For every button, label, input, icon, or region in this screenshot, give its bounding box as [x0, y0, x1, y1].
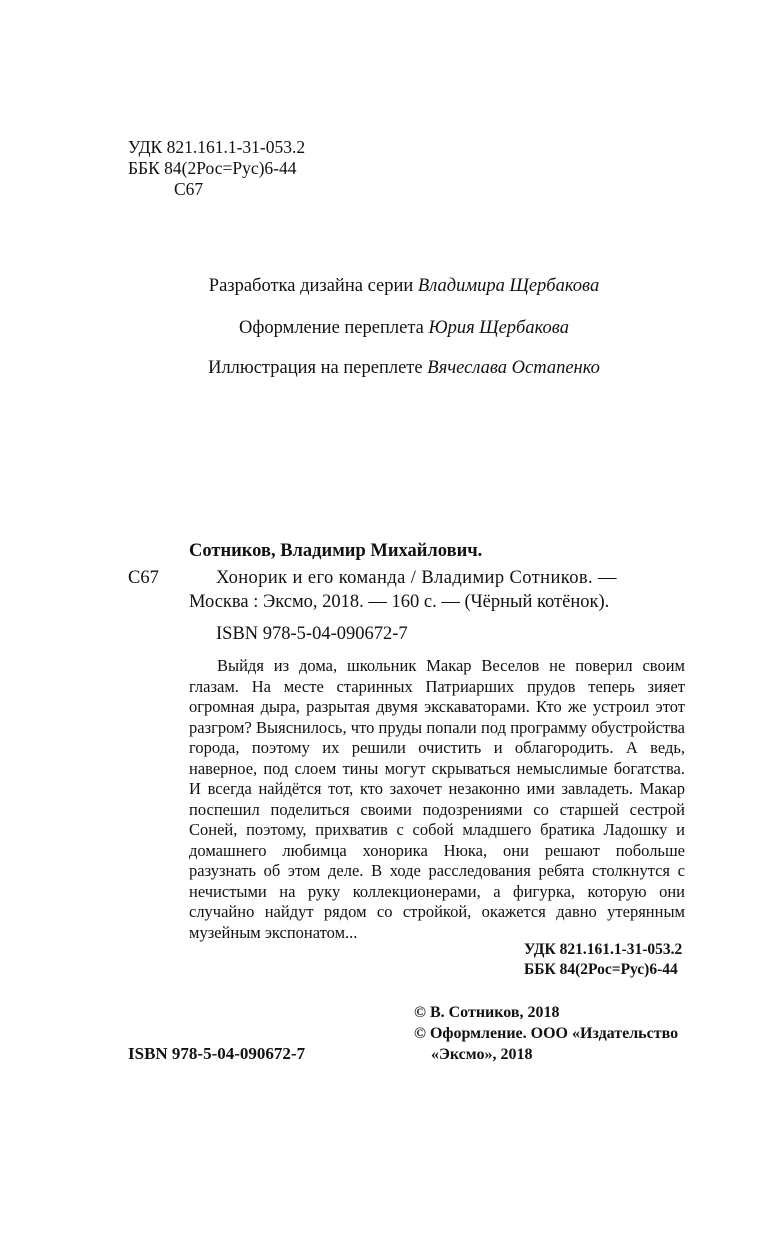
abstract-bbk: ББК 84(2Рос=Рус)6-44: [524, 961, 678, 978]
bib-isbn: ISBN 978-5-04-090672-7: [216, 624, 408, 644]
footer-isbn: ISBN 978-5-04-090672-7: [128, 1044, 306, 1063]
copyright-design: © Оформление. ООО «Издательство: [414, 1025, 679, 1042]
credit-name: Вячеслава Остапенко: [427, 358, 600, 378]
bib-publisher-line: Москва : Эксмо, 2018. — 160 с. — (Чёрный котёнок).: [189, 592, 610, 612]
abstract-udk: УДК 821.161.1-31-053.2: [524, 941, 683, 958]
bib-title-line: Хонорик и его команда / Владимир Сотников. —: [216, 568, 617, 588]
copyright-author: © В. Сотников, 2018: [414, 1004, 560, 1021]
copyright-design-cont: «Эксмо», 2018: [431, 1046, 533, 1063]
bib-author: Сотников, Владимир Михайлович.: [189, 541, 483, 561]
credit-name: Владимира Щербакова: [417, 276, 600, 296]
bbk-code: ББК 84(2Рос=Рус)6-44: [128, 158, 297, 178]
credit-binding-design: [0, 318, 768, 339]
credit-cover-illustration: [0, 358, 768, 379]
credit-label: Оформление переплета: [239, 318, 424, 338]
bib-mark: С67: [128, 568, 159, 588]
credit-label: Иллюстрация на переплете: [208, 358, 423, 378]
author-mark: С67: [174, 179, 204, 199]
credit-series-design: [0, 276, 768, 297]
abstract-text: Выйдя из дома, школьник Макар Веселов не поверил своим глазам. На месте старинных Патриарших прудов теперь зияет огромная дыра, разрытая двумя экскаваторами. Кто же устроил этот разгром? Выяснилось, что пруды попали под программу обустройства города, поэтому их решили очистить и облагородить. А ведь, наверное, под слоем тины могут скрываться немыслимые богатства. И всегда найдётся тот, кто захочет незаконно ими завладеть. Макар поспешил поделиться своими подозрениями со старшей сестрой Соней, поэтому, прихватив с собой младшего братика Ладошку и домашнего любимца хонорика Нюка, они решают побольше разузнать об этом деле. В ходе расследования ребята столкнутся с нечистыми на руку коллекционерами, а фигурка, которую они случайно найдут рядом со стройкой, окажется давно утерянным музейным экспонатом...: [189, 656, 685, 942]
credit-label: Разработка дизайна серии: [208, 276, 414, 296]
udk-code: УДК 821.161.1-31-053.2: [128, 137, 306, 157]
credit-name: Юрия Щербакова: [428, 318, 569, 338]
